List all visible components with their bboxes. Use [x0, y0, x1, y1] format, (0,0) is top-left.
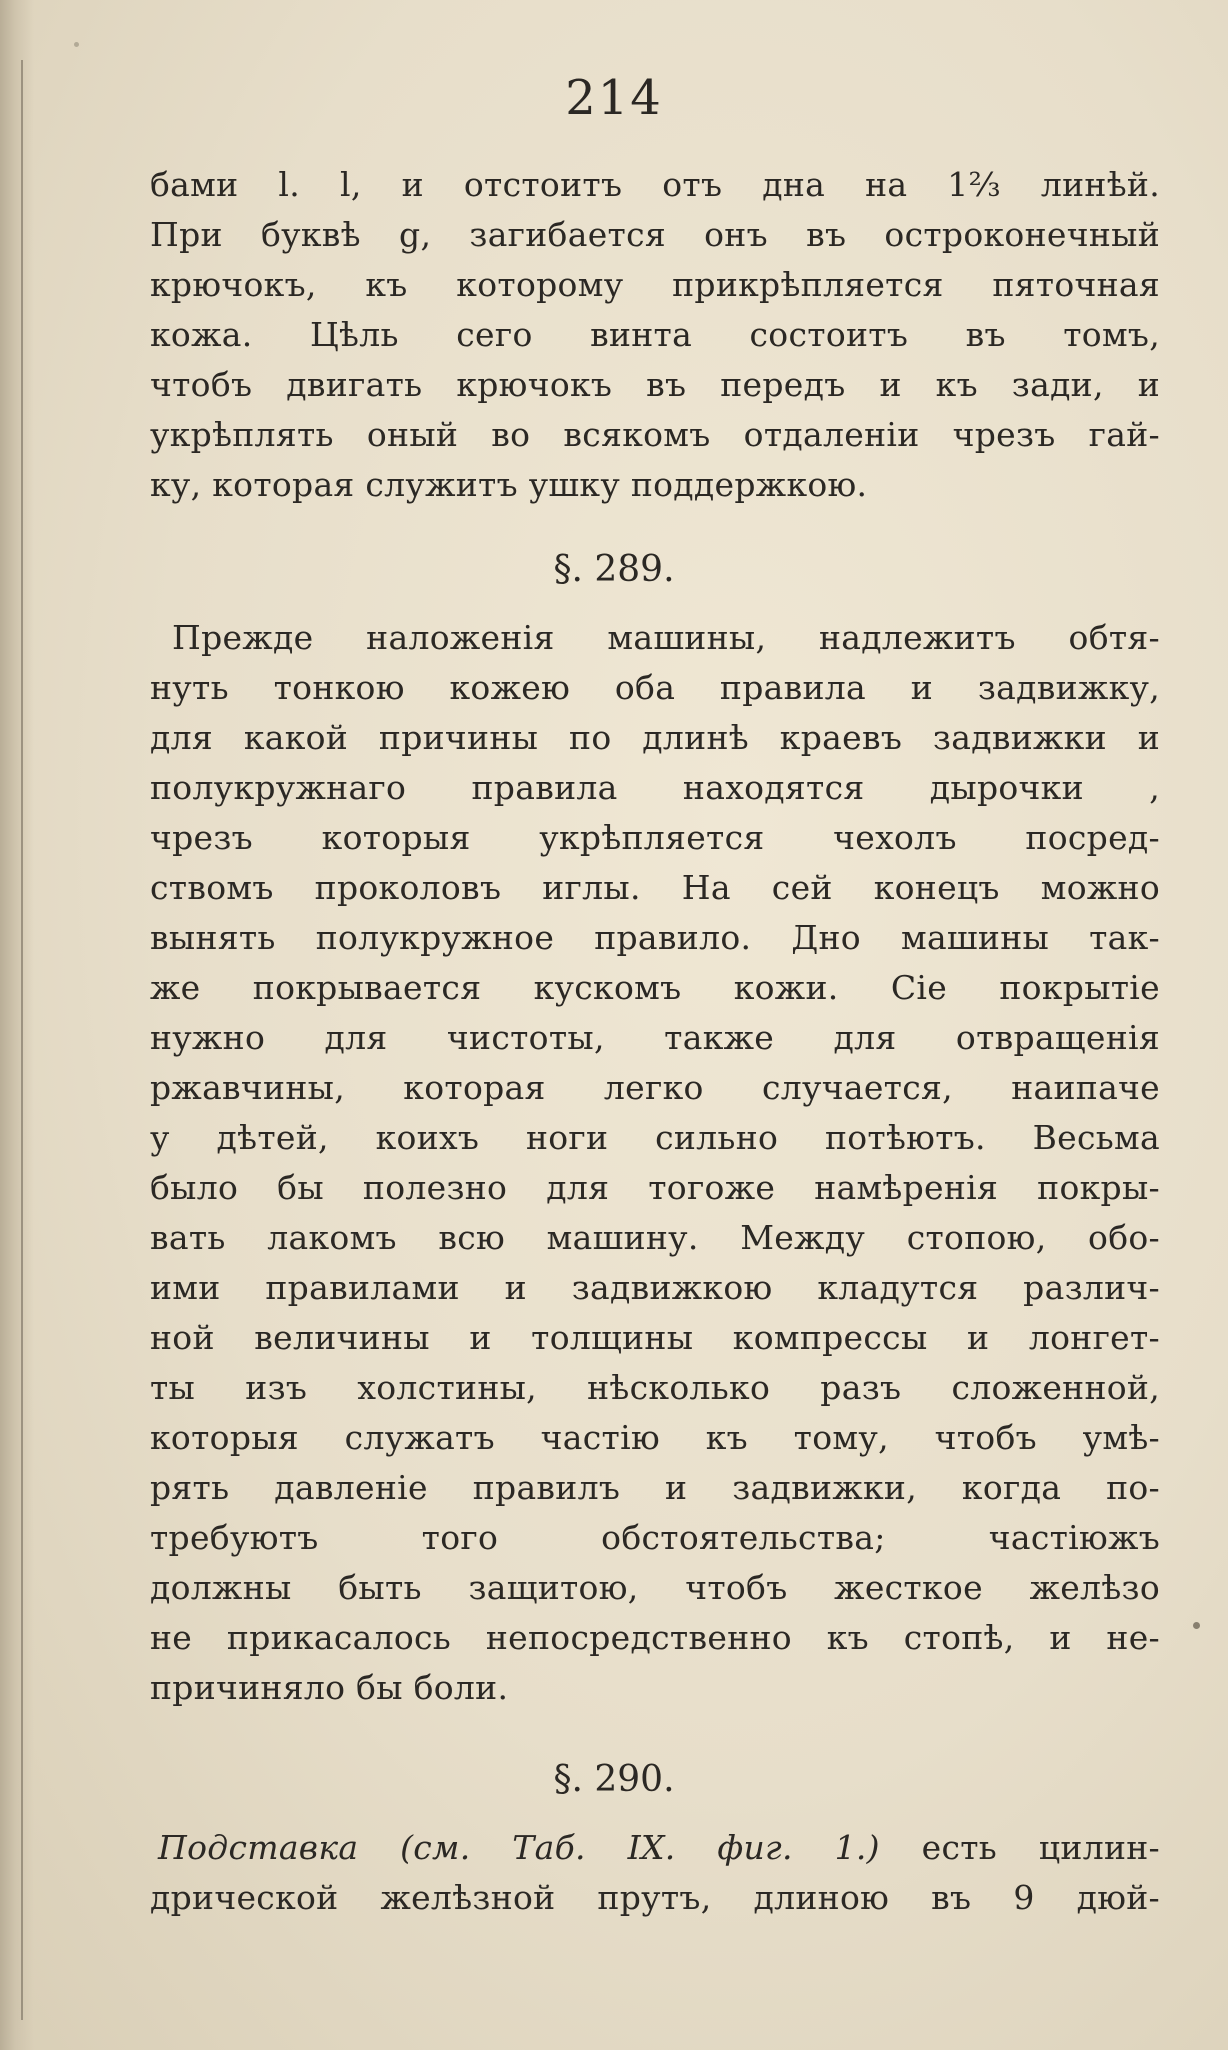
section-heading: §. 289. [553, 549, 675, 590]
page-number: 214 [565, 70, 663, 126]
text-line: ты изъ холстины, нѣсколько разъ сложенной, [150, 1368, 1160, 1407]
text-line: причиняло бы боли. [150, 1668, 509, 1707]
text-line: кожа. Цѣль сего винта состоитъ въ томъ, [150, 315, 1160, 354]
text-line: нужно для чистоты, также для отвращенія [150, 1018, 1160, 1057]
text-line: же покрывается кускомъ кожи. Сіе покрытіе [150, 968, 1160, 1007]
text-line: ржавчины, которая легко случается, наипаче [150, 1068, 1160, 1107]
text-line: ной величины и толщины компрессы и лонгет- [150, 1318, 1160, 1357]
text-line: было бы полезно для тогоже намѣренія покры- [150, 1168, 1160, 1207]
text-line: которыя служатъ частію къ тому, чтобъ умѣ- [150, 1418, 1160, 1457]
ink-speck [1193, 1622, 1200, 1629]
text-line: Прежде наложенія машины, надлежитъ обтя- [172, 618, 1160, 657]
text-line: бами l. l, и отстоитъ отъ дна на 1⅔ линѣй. [150, 165, 1160, 204]
text-line: вать лакомъ всю машину. Между стопою, обо- [150, 1218, 1160, 1257]
figure-reference: Подставка (см. Таб. IX. фиг. 1.) [158, 1828, 880, 1867]
text-line: крючокъ, къ которому прикрѣпляется пяточная [150, 265, 1160, 304]
text-line: чрезъ которыя укрѣпляется чехолъ посред- [150, 818, 1160, 857]
text-fragment: есть цилин- [879, 1828, 1160, 1867]
text-line: дрической желѣзной прутъ, длиною въ 9 дюй- [150, 1878, 1160, 1917]
text-line: не прикасалось непосредственно къ стопѣ, и не- [150, 1618, 1160, 1657]
text-line: у дѣтей, коихъ ноги сильно потѣютъ. Весьма [150, 1118, 1160, 1157]
text-line: рять давленіе правилъ и задвижки, когда по- [150, 1468, 1160, 1507]
text-line: ку, которая служитъ ушку поддержкою. [150, 465, 868, 504]
page-edge-line [21, 60, 23, 2020]
text-line: ими правилами и задвижкою кладутся различ- [150, 1268, 1160, 1307]
text-line: для какой причины по длинѣ краевъ задвижки и [150, 718, 1160, 757]
text-line: должны быть защитою, чтобъ жесткое желѣзо [150, 1568, 1160, 1607]
text-line: нуть тонкою кожею оба правила и задвижку, [150, 668, 1160, 707]
text-line: вынять полукружное правило. Дно машины так- [150, 918, 1160, 957]
book-spine-shadow [0, 0, 34, 2050]
text-line: ствомъ проколовъ иглы. На сей конецъ можно [150, 868, 1160, 907]
text-line: полукружнаго правила находятся дырочки , [150, 768, 1160, 807]
text-line [158, 1828, 1160, 1868]
ink-speck [74, 42, 79, 47]
text-line: При буквѣ g, загибается онъ въ остроконечный [150, 215, 1160, 254]
text-line: требуютъ того обстоятельства; частіюжъ [150, 1518, 1160, 1557]
section-heading: §. 290. [553, 1759, 675, 1800]
text-line: укрѣплять оный во всякомъ отдаленіи чрезъ гай- [150, 415, 1160, 454]
text-line: чтобъ двигать крючокъ въ передъ и къ зади, и [150, 365, 1160, 404]
